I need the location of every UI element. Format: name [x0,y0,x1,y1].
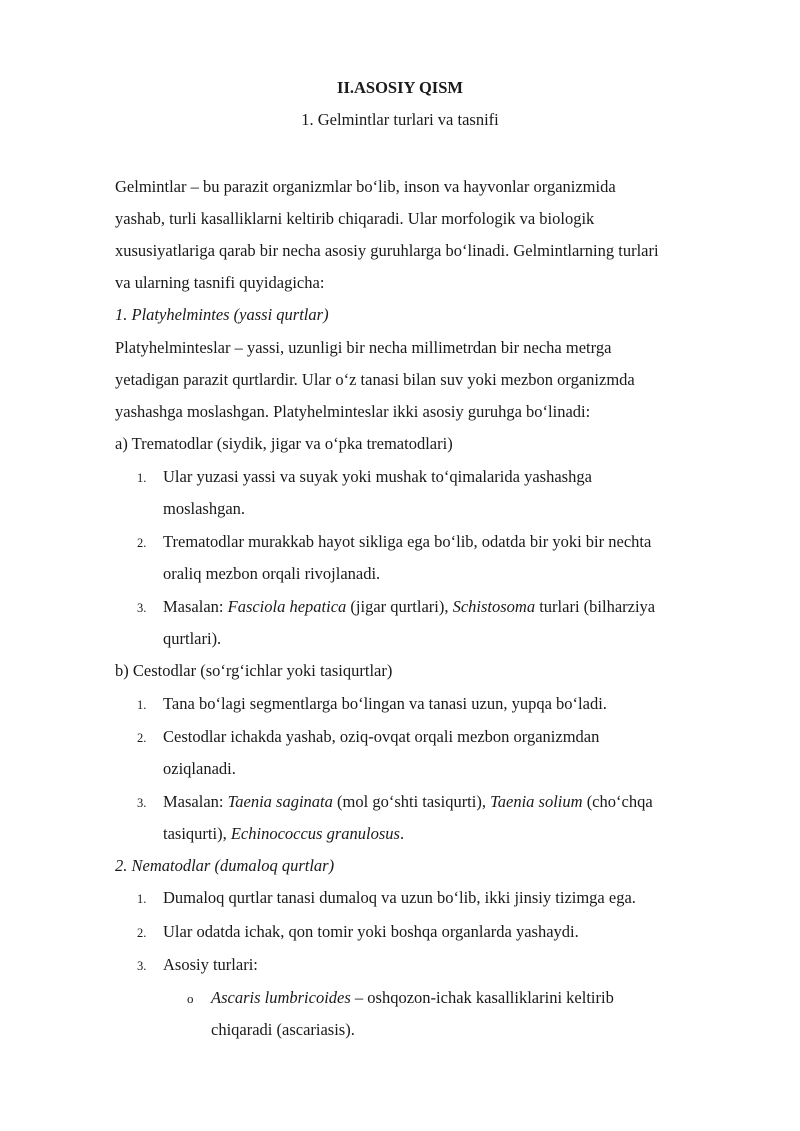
list-item-text: Dumaloq qurtlar tanasi dumaloq va uzun boʻlib, ikki jinsiy tizimga ega. [163,888,636,907]
list-number: 1. [137,698,147,712]
intro-line-1: Gelmintlar – bu parazit organizmlar boʻlib, inson va hayvonlar organizmida [115,177,616,196]
list-item-text: Tana boʻlagi segmentlarga boʻlingan va tanasi uzun, yupqa boʻladi. [163,694,607,713]
list-item-text: Ular odatda ichak, qon tomir yoki boshqa organlarda yashaydi. [163,922,579,941]
sub-a-heading: a) Trematodlar (siydik, jigar va oʻpka trematodlari) [115,434,453,453]
list-item-text: Trematodlar murakkab hayot sikliga ega boʻlib, odatda bir yoki bir nechta [163,532,652,551]
list-item-text-cont: qurtlari). [163,629,222,648]
list-number: 1. [137,892,147,906]
sub-b-heading: b) Cestodlar (soʻrgʻichlar yoki tasiqurtlar) [115,661,393,680]
section1-para-line-2: yetadigan parazit qurtlardir. Ular oʻz tanasi bilan suv yoki mezbon organizmda [115,370,635,389]
list-item-text-cont: oraliq mezbon orqali rivojlanadi. [163,564,381,583]
bullet-marker: o [187,991,194,1006]
page-title: II.ASOSIY QISM [337,78,463,97]
section1-para-line-3: yashashga moslashgan. Platyhelminteslar ikki asosiy guruhga boʻlinadi: [115,402,591,421]
list-number: 2. [137,536,147,550]
list-number: 3. [137,796,147,810]
list-item-text-cont: oziqlanadi. [163,759,236,778]
list-item-text: Asosiy turlari: [163,955,258,974]
bullet-item-text: Ascaris lumbricoides – oshqozon-ichak kasalliklarini keltirib [211,988,614,1007]
list-number: 2. [137,731,147,745]
list-number: 3. [137,601,147,615]
list-item-text: Ular yuzasi yassi va suyak yoki mushak toʻqimalarida yashashga [163,467,592,486]
list-item-text: Masalan: Taenia saginata (mol goʻshti tasiqurti), Taenia solium (choʻchqa [163,792,653,811]
intro-line-4: va ularning tasnifi quyidagicha: [115,273,325,292]
list-number: 3. [137,959,147,973]
section1-para-line-1: Platyhelminteslar – yassi, uzunligi bir necha millimetrdan bir necha metrga [115,338,612,357]
intro-line-3: xususiyatlariga qarab bir necha asosiy guruhlarga boʻlinadi. Gelmintlarning turlari [115,241,659,260]
list-number: 1. [137,471,147,485]
list-item-text-cont: moslashgan. [163,499,246,518]
list-item-text: Masalan: Fasciola hepatica (jigar qurtlari), Schistosoma turlari (bilharziya [163,597,656,616]
section2-heading: 2. Nematodlar (dumaloq qurtlar) [115,856,335,875]
list-number: 2. [137,926,147,940]
list-item-text-cont: tasiqurti), Echinococcus granulosus. [163,824,405,843]
section1-heading: 1. Platyhelmintes (yassi qurtlar) [115,305,329,324]
intro-line-2: yashab, turli kasalliklarni keltirib chiqaradi. Ular morfologik va biologik [115,209,595,228]
bullet-item-text-cont: chiqaradi (ascariasis). [211,1020,355,1039]
list-item-text: Cestodlar ichakda yashab, oziq-ovqat orqali mezbon organizmdan [163,727,600,746]
section-subtitle: 1. Gelmintlar turlari va tasnifi [301,110,499,129]
